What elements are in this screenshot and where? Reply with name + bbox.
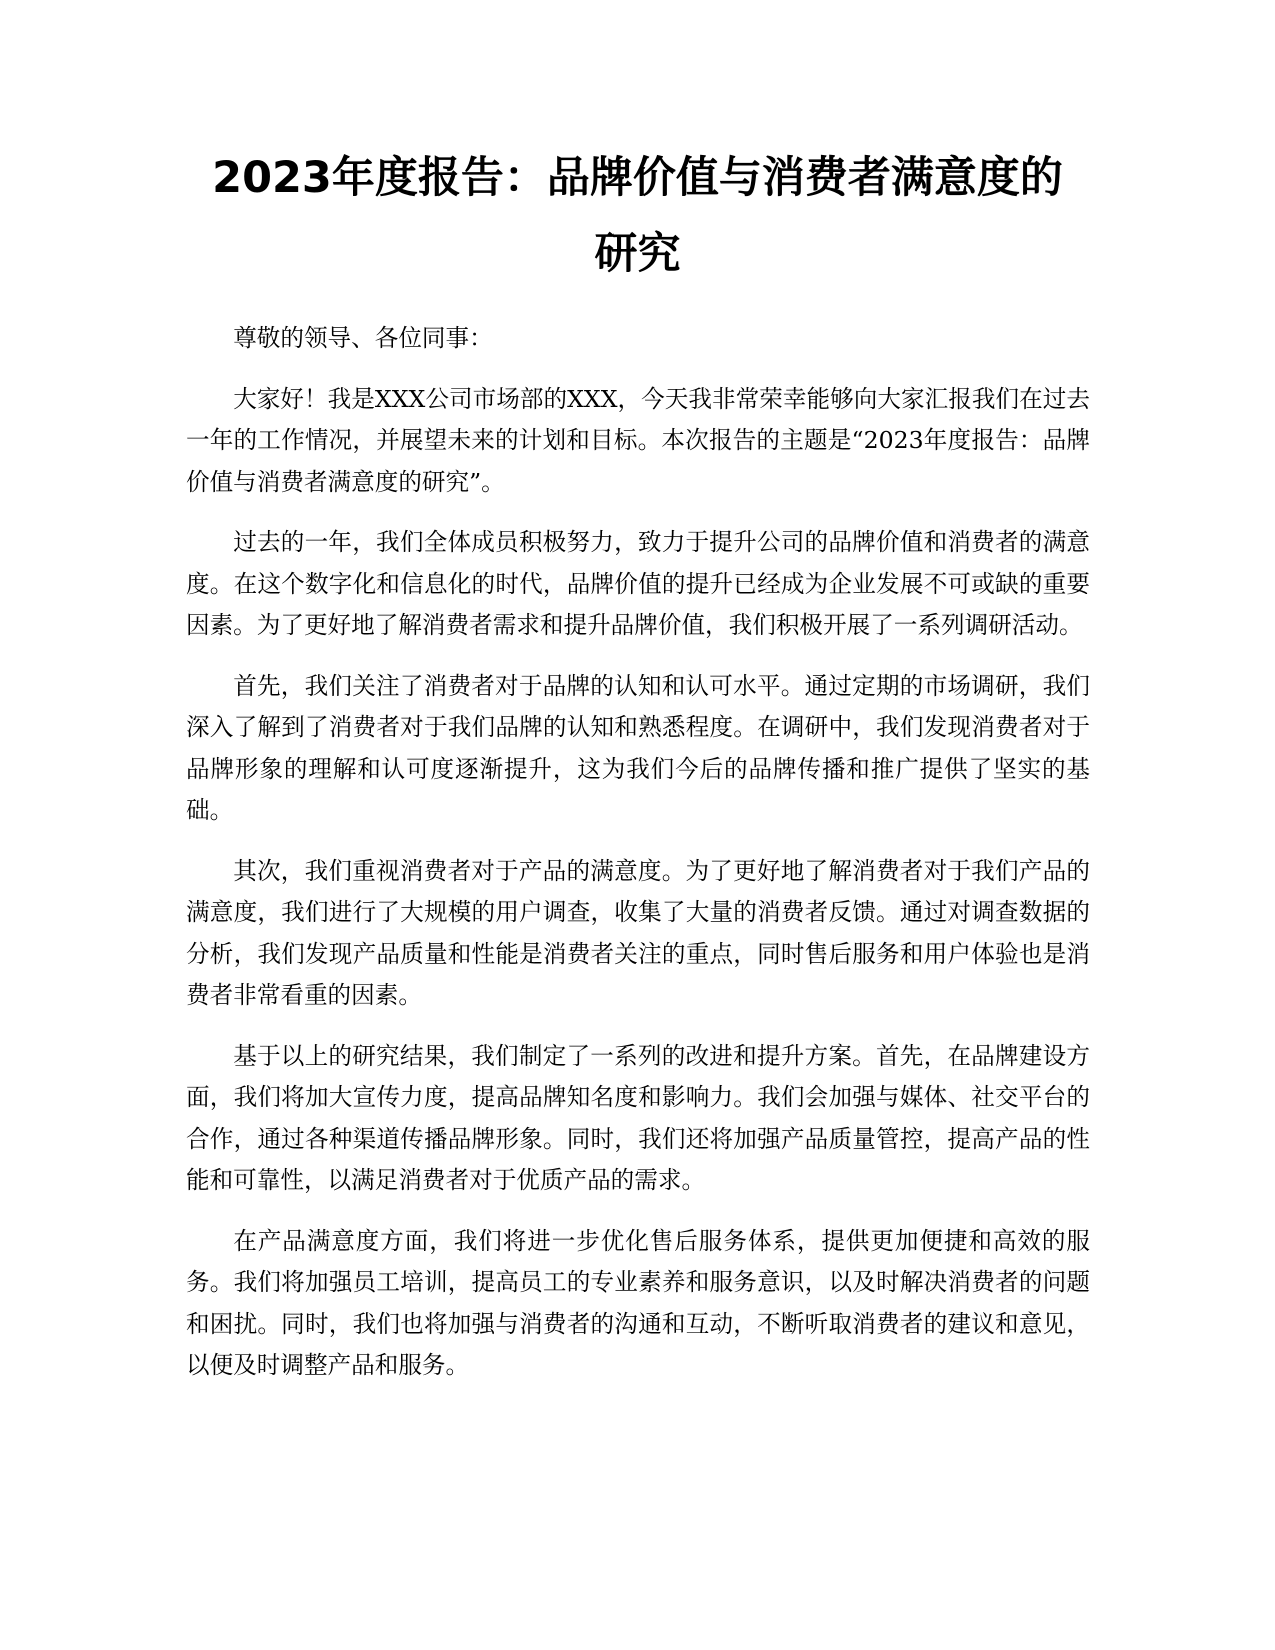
document-title	[150, 140, 1125, 292]
document-body	[186, 318, 1090, 1406]
body-paragraph-improvement-plan: 基于以上的研究结果，我们制定了一系列的改进和提升方案。首先，在品牌建设方面，我们将加大宣传力度，提高品牌知名度和影响力。我们会加强与媒体、社交平台的合作，通过各种渠道传播品牌形象。同时，我们还将加强产品质量管控，提高产品的性能和可靠性，以满足消费者对于优质产品的需求。	[186, 1041, 1090, 1194]
document-title-line-1: 2023年度报告：品牌价值与消费者满意度的	[212, 153, 1063, 203]
body-paragraph-brand-awareness: 首先，我们关注了消费者对于品牌的认知和认可水平。通过定期的市场调研，我们深入了解到了消费者对于我们品牌的认知和熟悉程度。在调研中，我们发现消费者对于品牌形象的理解和认可度逐渐提升，这为我们今后的品牌传播和推广提供了坚实的基础。	[186, 671, 1090, 824]
body-paragraph-product-satisfaction: 其次，我们重视消费者对于产品的满意度。为了更好地了解消费者对于我们产品的满意度，我们进行了大规模的用户调查，收集了大量的消费者反馈。通过对调查数据的分析，我们发现产品质量和性能是消费者关注的重点，同时售后服务和用户体验也是消费者非常看重的因素。	[186, 856, 1090, 1009]
body-paragraph-service-plan: 在产品满意度方面，我们将进一步优化售后服务体系，提供更加便捷和高效的服务。我们将加强员工培训，提高员工的专业素养和服务意识，以及时解决消费者的问题和困扰。同时，我们也将加强与消费者的沟通和互动，不断听取消费者的建议和意见，以便及时调整产品和服务。	[186, 1226, 1090, 1379]
body-paragraph-past-year: 过去的一年，我们全体成员积极努力，致力于提升公司的品牌价值和消费者的满意度。在这个数字化和信息化的时代，品牌价值的提升已经成为企业发展不可或缺的重要因素。为了更好地了解消费者需求和提升品牌价值，我们积极开展了一系列调研活动。	[186, 528, 1090, 639]
body-paragraph-intro: 大家好！我是XXX公司市场部的XXX，今天我非常荣幸能够向大家汇报我们在过去一年的工作情况，并展望未来的计划和目标。本次报告的主题是“2023年度报告：品牌价值与消费者满意度的研究”。	[186, 384, 1090, 496]
salutation-paragraph: 尊敬的领导、各位同事：	[233, 324, 493, 352]
document-title-line-2: 研究	[594, 229, 681, 279]
